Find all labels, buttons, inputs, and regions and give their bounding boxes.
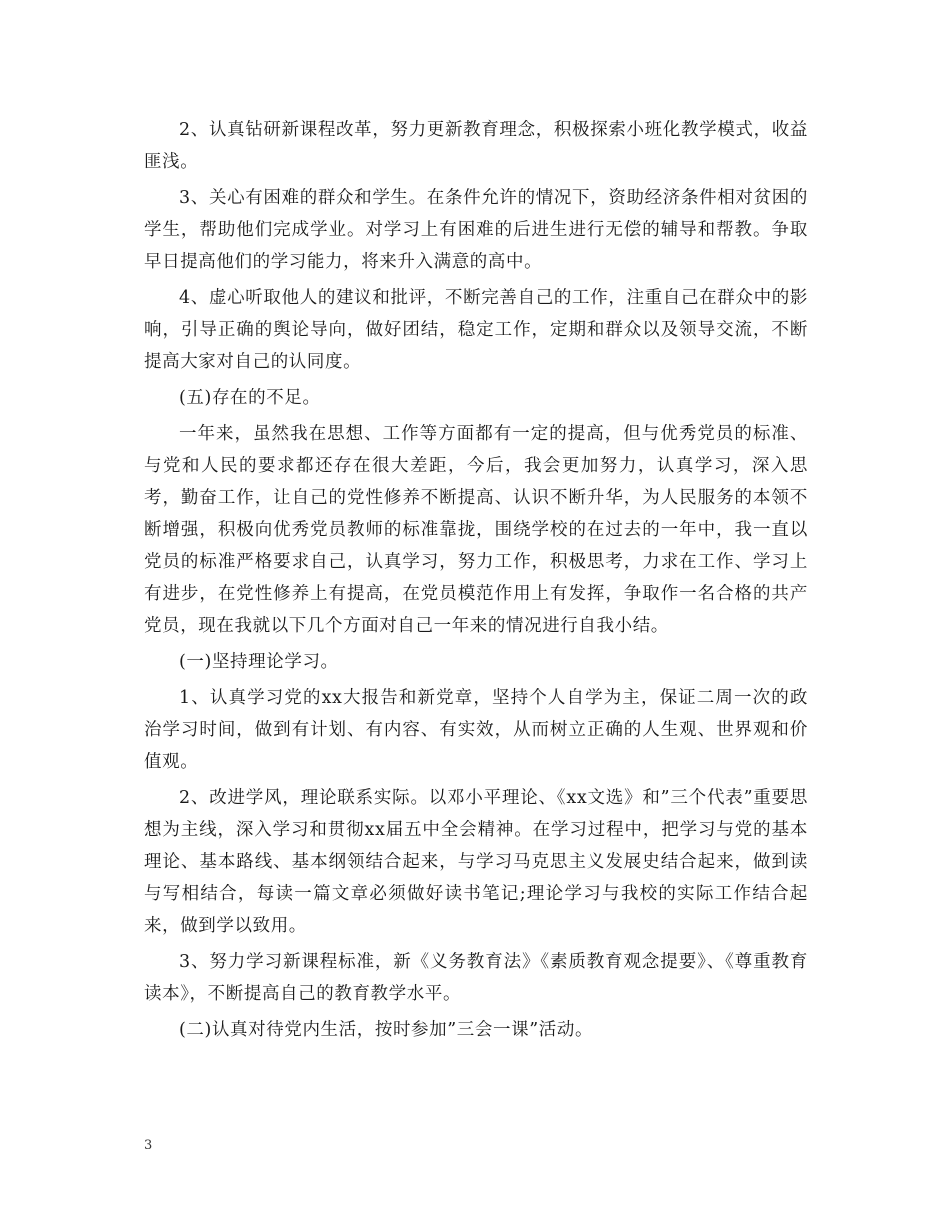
page-number: 3	[144, 1138, 153, 1153]
paragraph-item-2: 2、认真钻研新课程改革，努力更新教育理念，积极探索小班化教学模式，收益匪浅。	[144, 120, 808, 172]
paragraph-theory-item-3: 3、努力学习新课程标准，新《义务教育法》《素质教育观念提要》、《尊重教育读本》，不断提高自己的教育教学水平。	[144, 952, 808, 1004]
paragraph-theory-item-1: 1、认真学习党的xx大报告和新党章，坚持个人自学为主，保证二周一次的政治学习时间，做到有计划、有内容、有实效，从而树立正确的人生观、世界观和价值观。	[144, 688, 808, 772]
document-body	[144, 114, 808, 1050]
paragraph-item-3: 3、关心有困难的群众和学生。在条件允许的情况下，资助经济条件相对贫困的学生，帮助他们完成学业。对学习上有困难的后进生进行无偿的辅导和帮教。争取早日提高他们的学习能力，将来升入满意的高中。	[144, 188, 808, 272]
paragraph-item-4: 4、虚心听取他人的建议和批评，不断完善自己的工作，注重自己在群众中的影响，引导正确的舆论导向，做好团结，稳定工作，定期和群众以及领导交流，不断提高大家对自己的认同度。	[144, 288, 808, 372]
section-heading-theory-study: (一)坚持理论学习。	[179, 652, 339, 672]
section-heading-shortcomings: (五)存在的不足。	[179, 388, 321, 408]
paragraph-summary: 一年来，虽然我在思想、工作等方面都有一定的提高，但与优秀党员的标准、与党和人民的要求都还存在很大差距，今后，我会更加努力，认真学习，深入思考，勤奋工作，让自己的党性修养不断提高、认识不断升华，为人民服务的本领不断增强，积极向优秀党员教师的标准靠拢，围绕学校的在过去的一年中，我一直以党员的标准严格要求自己，认真学习，努力工作，积极思考，力求在工作、学习上有进步，在党性修养上有提高，在党员模范作用上有发挥，争取作一名合格的共产党员，现在我就以下几个方面对自己一年来的情况进行自我小结。	[144, 424, 808, 636]
section-heading-party-life: (二)认真对待党内生活，按时参加”三会一课”活动。	[179, 1020, 594, 1040]
paragraph-theory-item-2: 2、改进学风，理论联系实际。以邓小平理论、《xx文选》和”三个代表”重要思想为主线，深入学习和贯彻xx届五中全会精神。在学习过程中，把学习与党的基本理论、基本路线、基本纲领结合起来，与学习马克思主义发展史结合起来，做到读与写相结合，每读一篇文章必须做好读书笔记;理论学习与我校的实际工作结合起来，做到学以致用。	[144, 788, 808, 936]
